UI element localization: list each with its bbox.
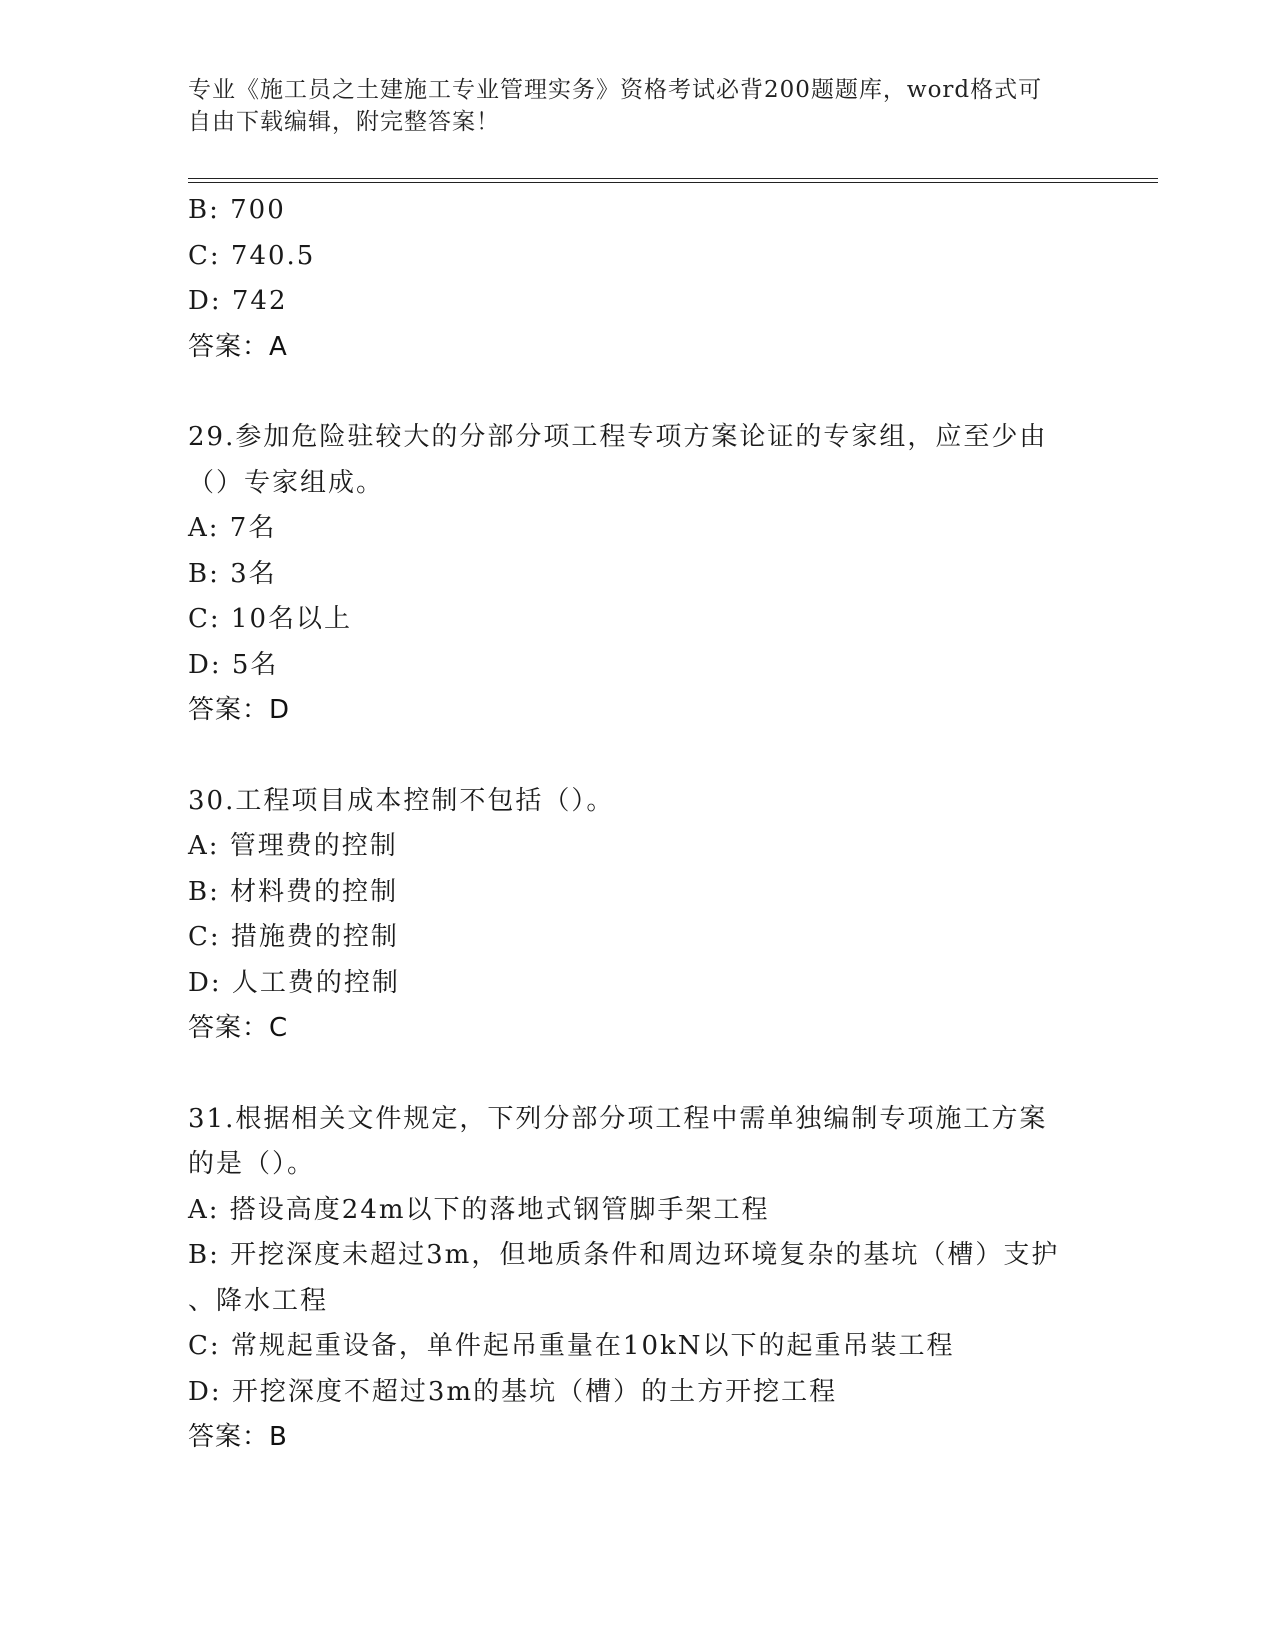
- answer-line: 答案：B: [188, 1422, 288, 1452]
- document-body: [188, 188, 1088, 1461]
- header-line-1: 专业《施工员之土建施工专业管理实务》资格考试必背200题题库，word格式可: [188, 77, 1043, 103]
- option-b: B: 700: [188, 195, 286, 225]
- option-b: B: 材料费的控制: [188, 876, 399, 907]
- question-stem-line-1: 31.根据相关文件规定，下列分部分项工程中需单独编制专项施工方案: [188, 1103, 1048, 1134]
- question-stem-line-1: 29.参加危险驻较大的分部分项工程专项方案论证的专家组，应至少由: [188, 422, 1048, 452]
- question-29: [188, 415, 1088, 734]
- option-c: C: 10名以上: [188, 604, 353, 634]
- option-d: D: 5名: [188, 649, 279, 680]
- option-a: A: 7名: [188, 513, 277, 543]
- header-line-2: 自由下载编辑，附完整答案！: [188, 109, 500, 135]
- option-b-line-2: 、降水工程: [188, 1285, 329, 1316]
- option-a: A: 管理费的控制: [188, 831, 398, 861]
- document-header: [188, 74, 1068, 138]
- option-a: A: 搭设高度24m以下的落地式钢管脚手架工程: [188, 1194, 770, 1225]
- spacer: [188, 734, 1088, 779]
- answer-line: 答案：A: [188, 331, 288, 362]
- answer-line: 答案：C: [188, 1013, 289, 1043]
- answer-line: 答案：D: [188, 695, 291, 725]
- option-c: C: 措施费的控制: [188, 922, 399, 952]
- option-d: D: 742: [188, 286, 288, 316]
- spacer: [188, 1052, 1088, 1097]
- option-c: C: 740.5: [188, 240, 316, 271]
- option-c: C: 常规起重设备，单件起吊重量在10kN以下的起重吊装工程: [188, 1331, 955, 1361]
- option-d: D: 人工费的控制: [188, 967, 400, 998]
- option-b: B: 3名: [188, 558, 277, 589]
- question-stem-line-2: （）专家组成。: [188, 467, 385, 498]
- header-double-rule: [188, 178, 1158, 183]
- question-30: [188, 779, 1088, 1052]
- spacer: [188, 370, 1088, 415]
- option-d: D: 开挖深度不超过3m的基坑（槽）的土方开挖工程: [188, 1376, 838, 1407]
- option-b-line-1: B: 开挖深度未超过3m，但地质条件和周边环境复杂的基坑（槽）支护: [188, 1240, 1060, 1270]
- question-28-continued: [188, 188, 1088, 370]
- question-stem-line-2: 的是（）。: [188, 1149, 316, 1179]
- question-stem-line-1: 30.工程项目成本控制不包括（）。: [188, 785, 615, 816]
- question-31: [188, 1097, 1088, 1461]
